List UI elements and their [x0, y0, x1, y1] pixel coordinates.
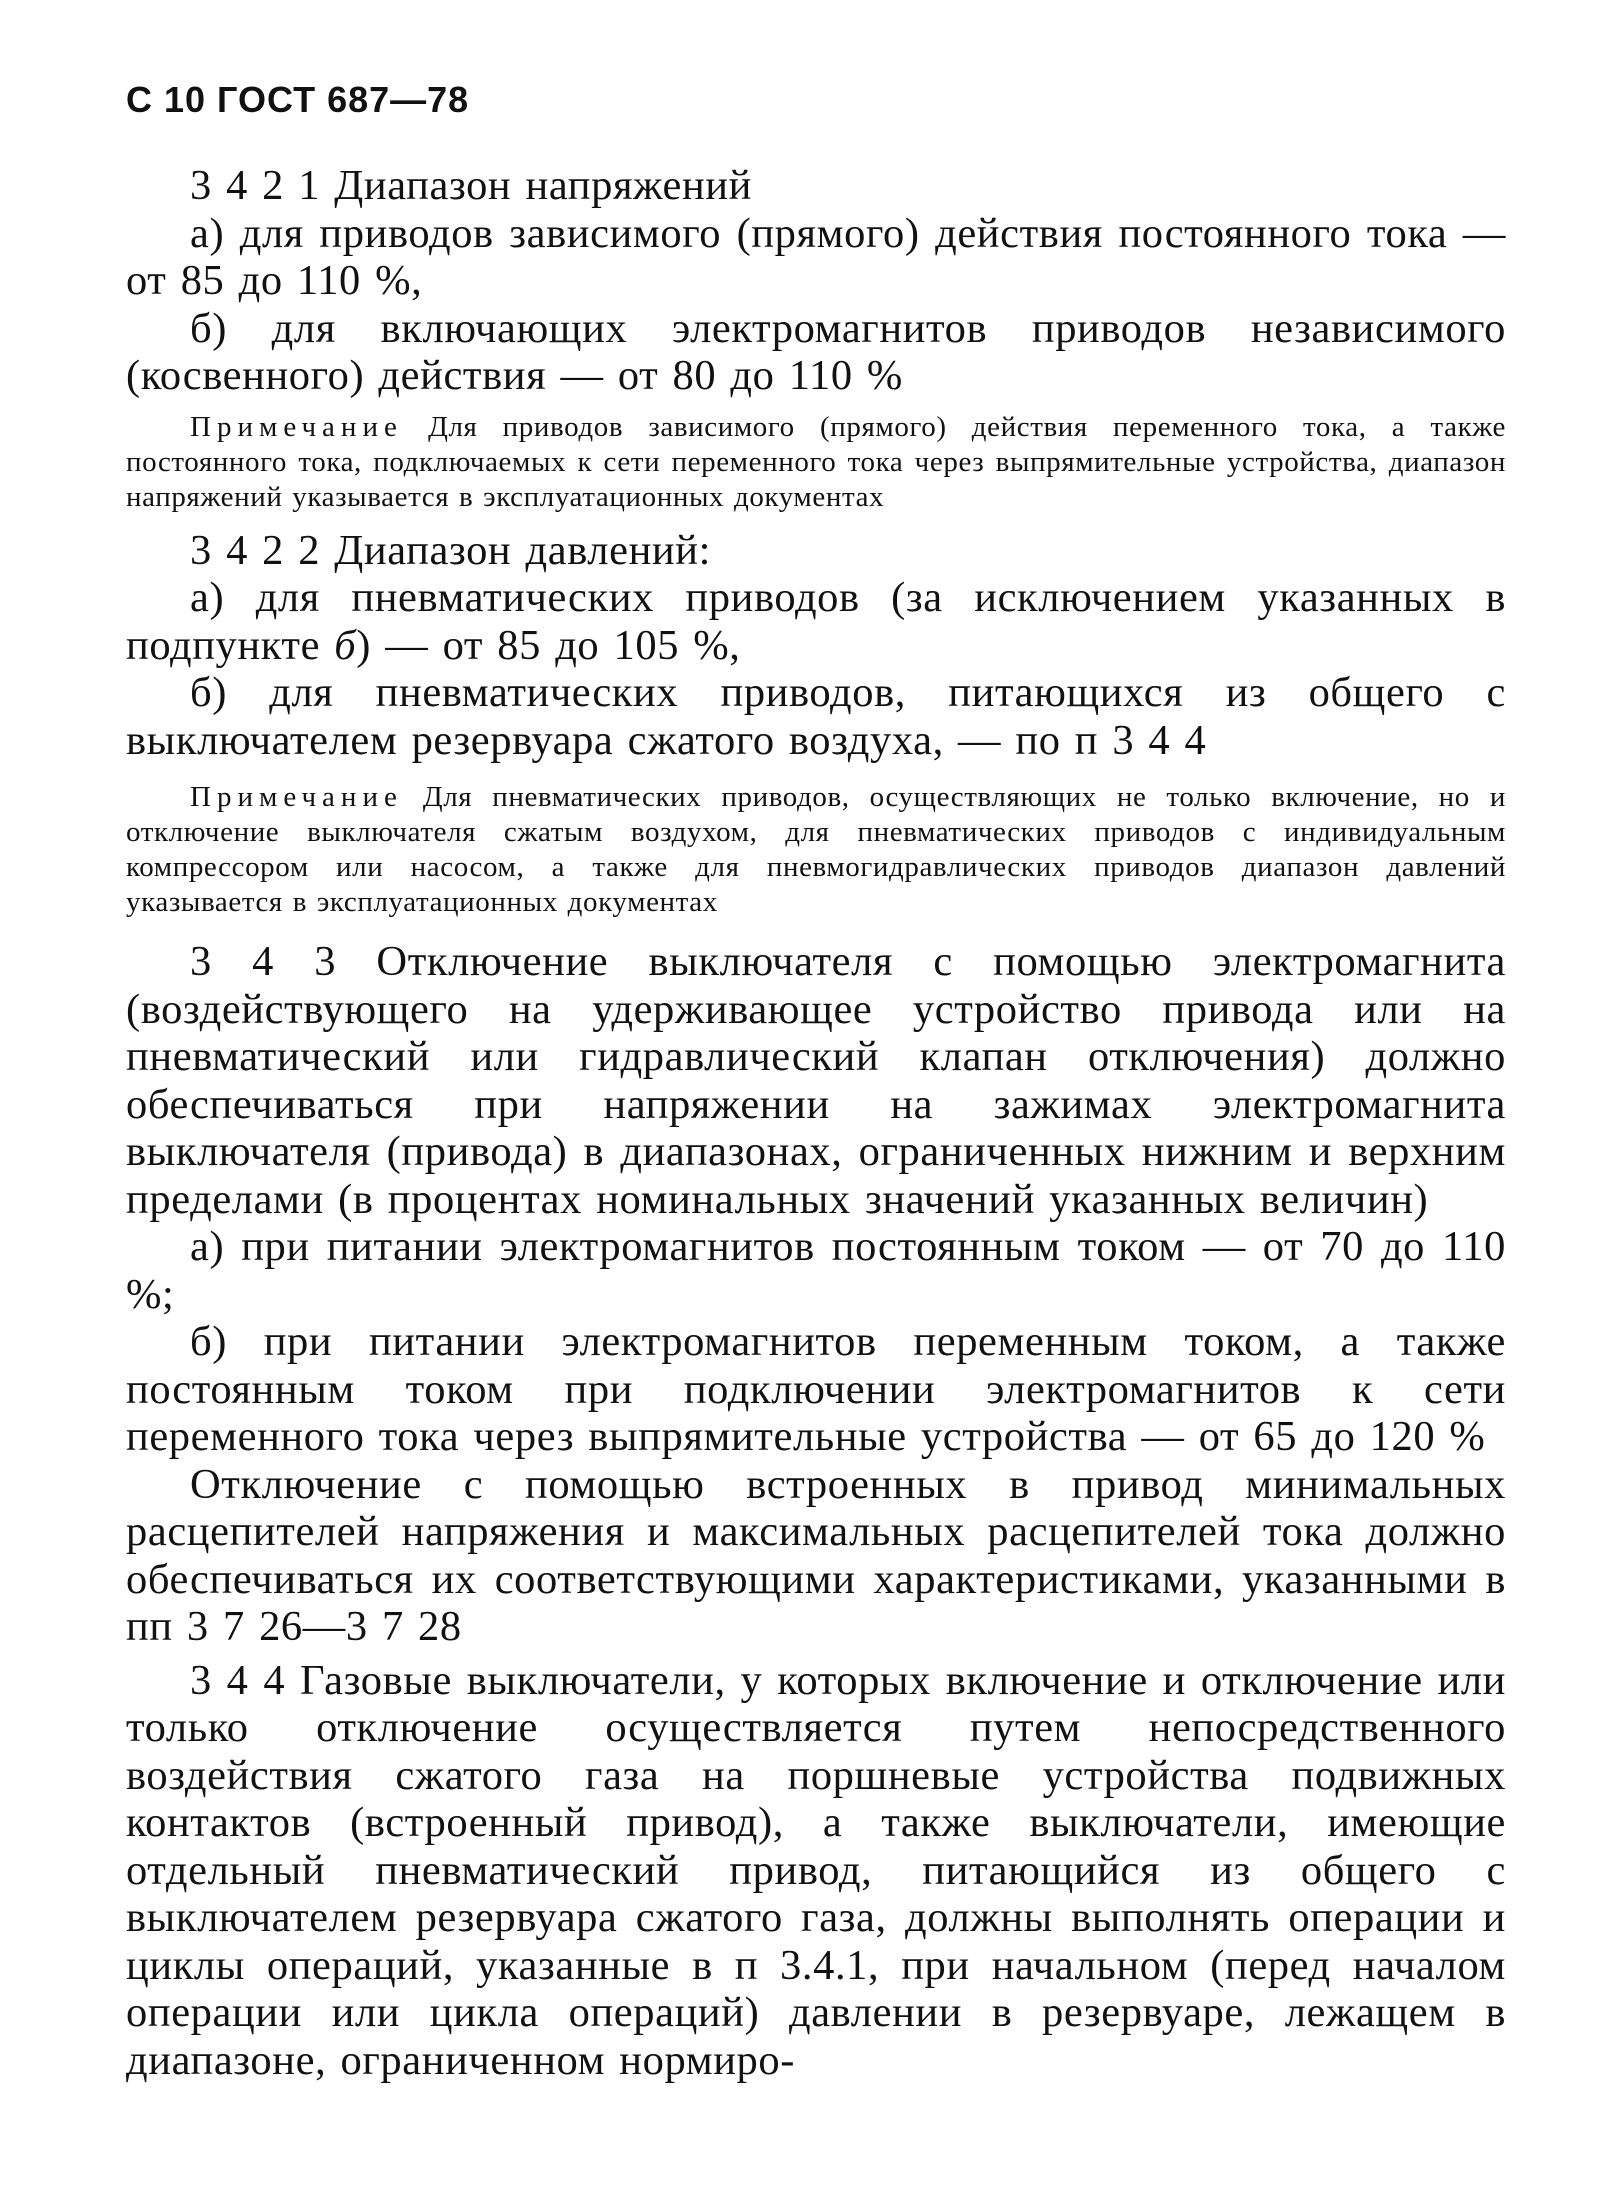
section-343-item-b: б) при питании электромагнитов переменным током, а также постоянным током при подключении электромагнитов к сети переменного тока через выпрямительные устройства — от 65 до 120 %	[126, 1318, 1506, 1460]
section-343-paragraph: 3 4 3 Отключение выключателя с помощью электромагнита (воздействующего на удерживающее устройство привода или на пневматический или гидравлический клапан отключения) должно обеспечиваться при напряжении на зажимах электромагнита выключателя (привода) в диапазонах, ограниченных нижним и верхним пределами (в процентах номинальных значений указанных величин)	[126, 938, 1506, 1223]
section-3422-item-b: б) для пневматических приводов, питающихся из общего с выключателем резервуара сжатого воздуха, — по п 3 4 4	[126, 669, 1506, 764]
section-3421-title: 3 4 2 1 Диапазон напряжений	[190, 162, 752, 209]
section-344-paragraph: 3 4 4 Газовые выключатели, у которых включение и отключение или только отключение осуществляется путем непосредственного воздействия сжатого газа на поршневые устройства подвижных контактов (встроенный привод), а также выключатели, имеющие отдельный пневматический привод, питающийся из общего с выключателем резервуара сжатого газа, должны выполнять операции и циклы операций, указанные в п 3.4.1, при начальном (перед началом операции или цикла операций) давлении в резервуаре, лежащем в диапазоне, ограниченном нормиро-	[126, 1656, 1506, 2084]
page-header: С 10 ГОСТ 687—78	[126, 79, 470, 120]
section-343-item-a: а) при питании электромагнитов постоянным током — от 70 до 110 %;	[126, 1223, 1506, 1318]
note-text: Для приводов зависимого (прямого) действия переменного тока, а также постоянного тока, подключаемых к сети переменного тока через выпрямительные устройства, диапазон напряжений указывается в эксплуатационных документах	[126, 410, 1507, 513]
section-3422-item-a	[126, 574, 1506, 669]
subpoint-reference: б	[334, 621, 357, 669]
section-3422-title: 3 4 2 2 Диапазон давлений:	[190, 526, 712, 574]
note-label: Примечание	[190, 781, 403, 813]
note-text: Для пневматических приводов, осуществляющих не только включение, но и отключение выключателя сжатым воздухом, для пневматических приводов с индивидуальным компрессором или насосом, а также для пневмогидравлических приводов диапазон давлений указывается в эксплуатационных документах	[126, 781, 1506, 918]
section-3421-note	[126, 410, 1506, 515]
note-label: Примечание	[190, 410, 403, 443]
section-3421-item-b: б) для включающих электромагнитов приводов независимого (косвенного) действия — от 80 до 110 %	[126, 304, 1506, 399]
section-343-paragraph-2: Отключение с помощью встроенных в привод минимальных расцепителей напряжения и максимальных расцепителей тока должно обеспечиваться их соответствующими характеристиками, указанными в пп 3 7 26—3 7 28	[126, 1460, 1506, 1650]
item-a-text: а) для пневматических приводов (за исключением указанных в подпункте	[126, 574, 1506, 669]
section-3421-item-a: а) для приводов зависимого (прямого) действия постоянного тока — от 85 до 110 %,	[126, 209, 1506, 304]
item-a-range: ) — от 85 до 105 %,	[356, 621, 741, 669]
section-3422-note	[126, 780, 1506, 920]
document-page	[126, 78, 1506, 2084]
